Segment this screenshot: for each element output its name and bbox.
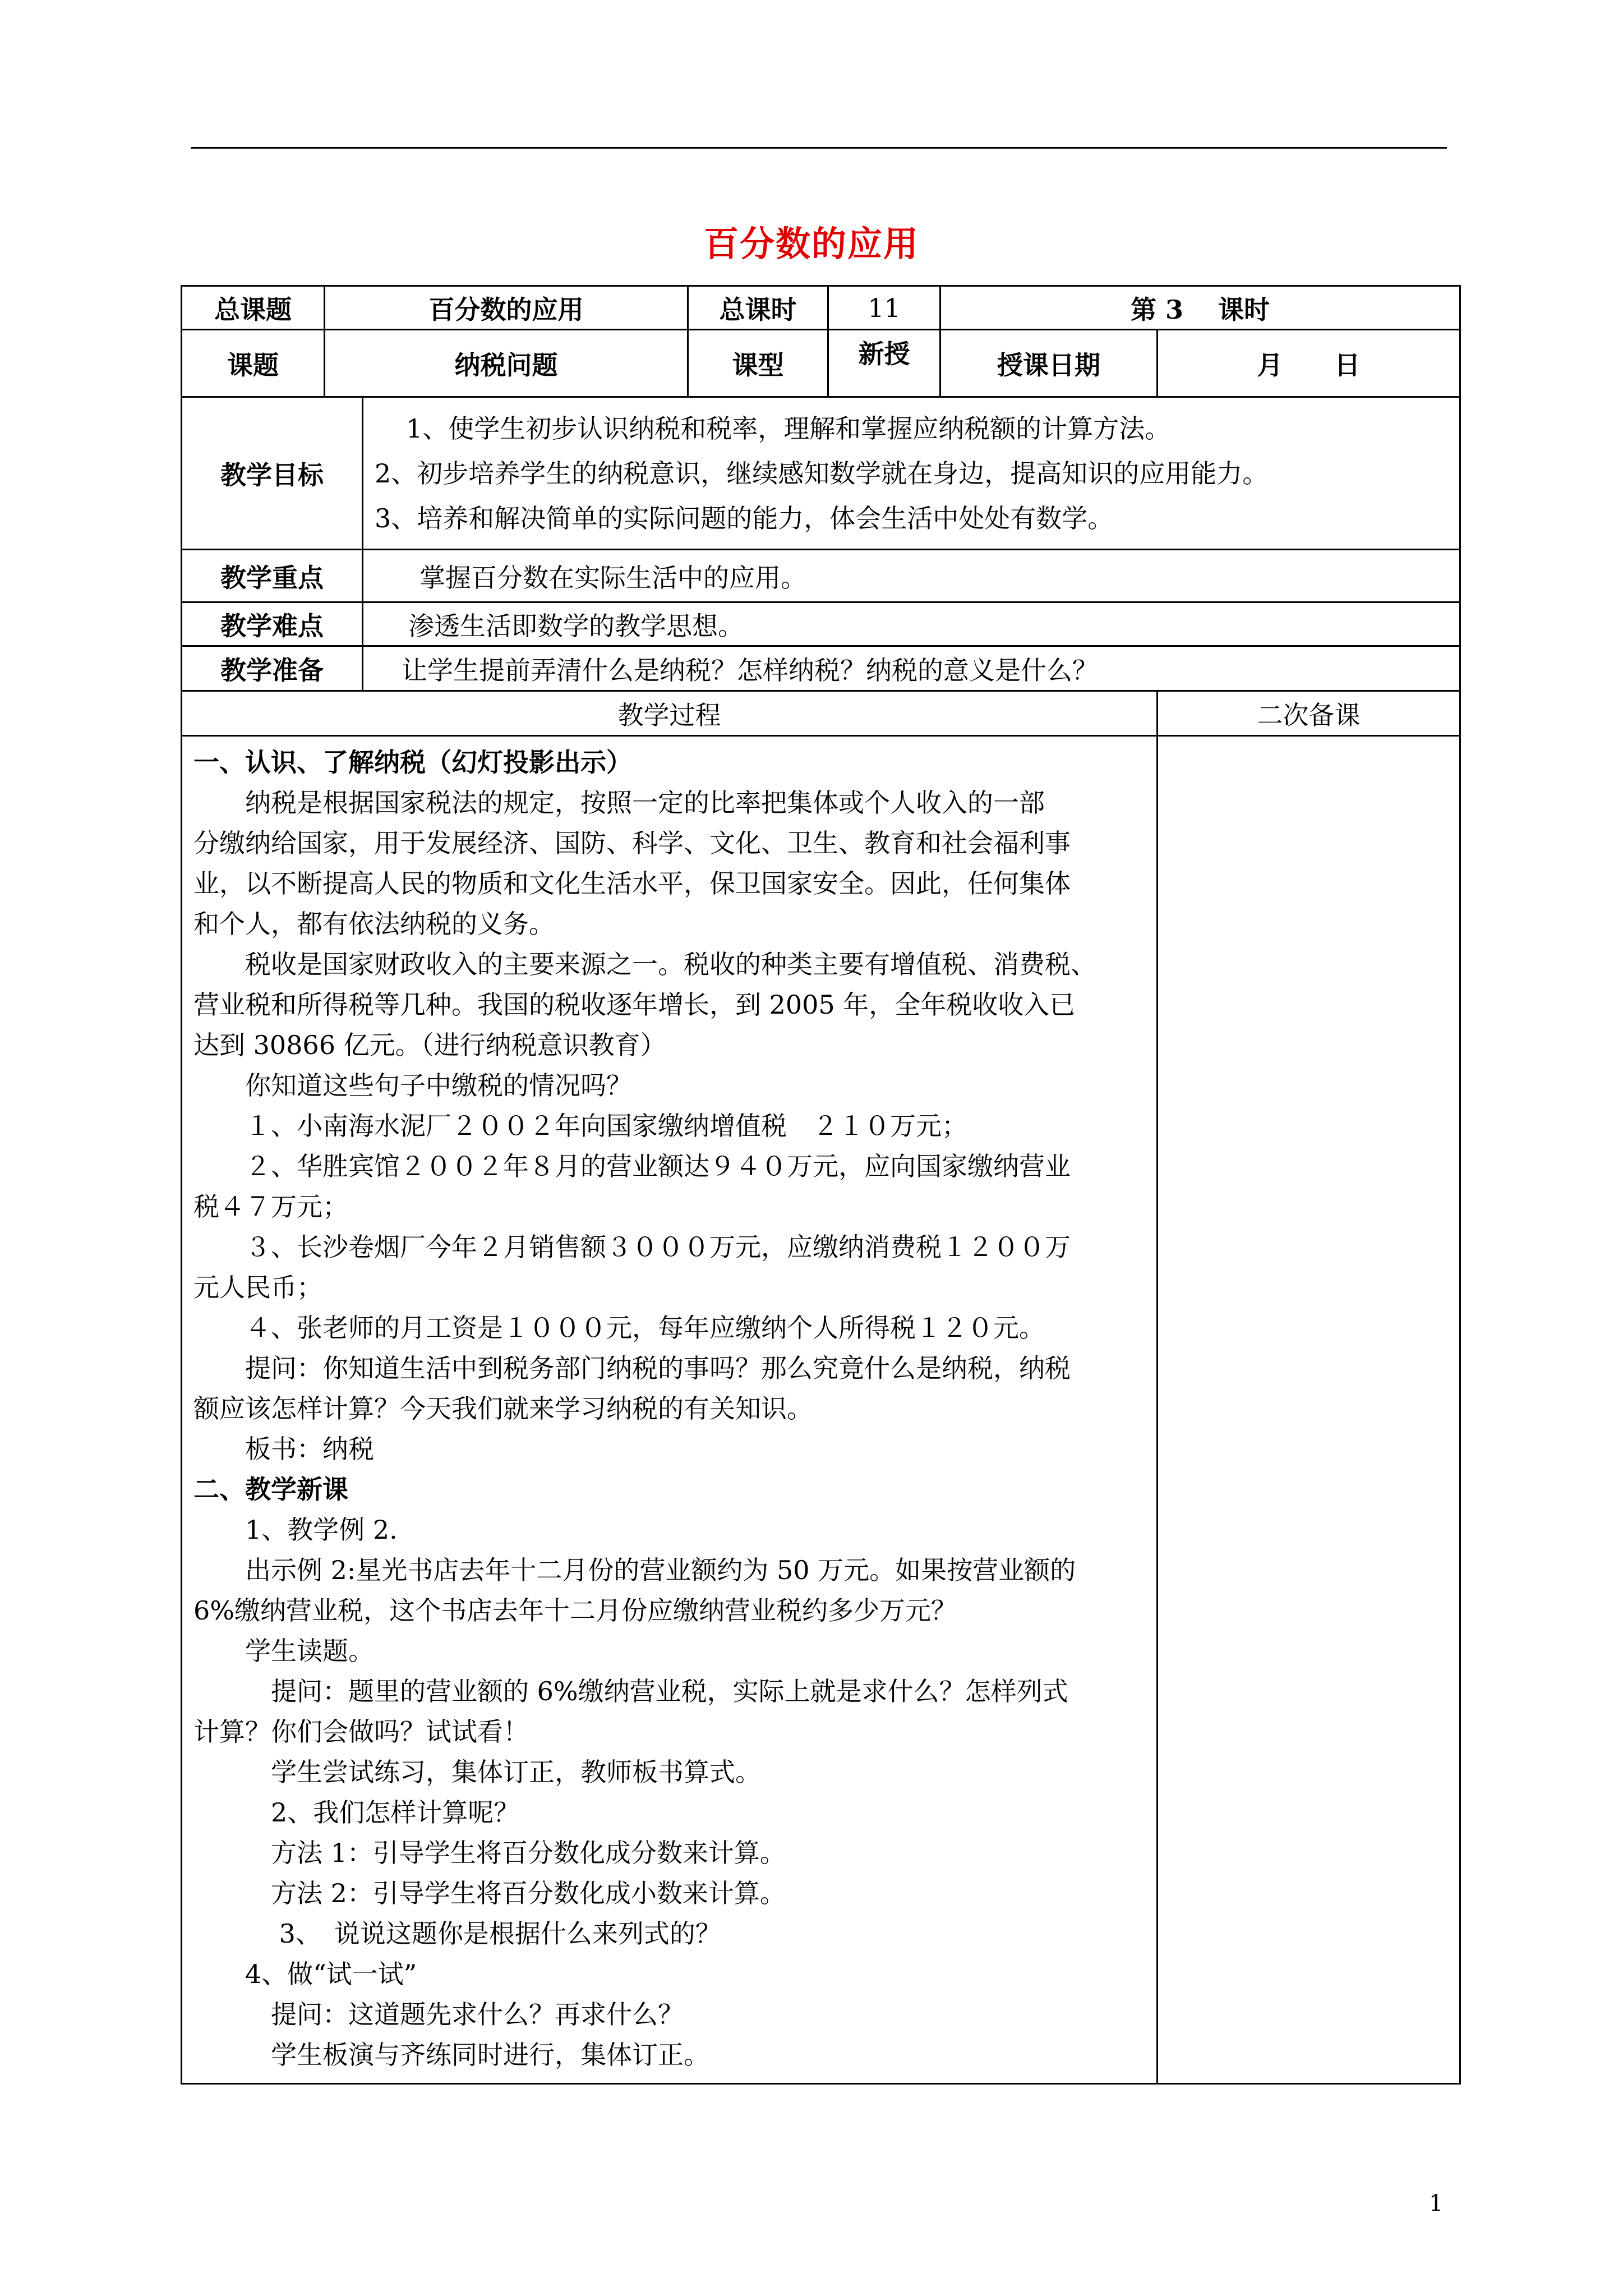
process-line: 和个人，都有依法纳税的义务。 bbox=[193, 909, 555, 939]
goals-cell bbox=[363, 397, 1460, 550]
goal-item-2: 2、初步培养学生的纳税意识，继续感知数学就在身边，提高知识的应用能力。 bbox=[375, 458, 1269, 489]
process-header-row bbox=[182, 691, 1460, 736]
process-line: 提问：你知道生活中到税务部门纳税的事吗？那么究竟什么是纳税，纳税 bbox=[193, 1353, 1071, 1383]
label-lesson: 课题 bbox=[182, 330, 325, 397]
revision-body bbox=[1158, 736, 1460, 2084]
lesson-plan-table bbox=[181, 285, 1461, 2085]
process-line: 提问：这道题先求什么？再求什么？ bbox=[193, 1999, 684, 2030]
label-goals: 教学目标 bbox=[182, 397, 363, 550]
process-header: 教学过程 bbox=[182, 691, 1158, 736]
key-point-row bbox=[182, 550, 1460, 602]
process-line: 方法 2：引导学生将百分数化成小数来计算。 bbox=[193, 1878, 786, 1908]
label-type: 课型 bbox=[688, 330, 828, 397]
goal-item-3: 3、培养和解决简单的实际问题的能力，体会生活中处处有数学。 bbox=[375, 503, 1114, 533]
topic-value: 百分数的应用 bbox=[325, 286, 688, 330]
process-line: 计算？你们会做吗？试试看！ bbox=[193, 1717, 529, 1747]
process-line: 学生读题。 bbox=[193, 1636, 374, 1666]
process-line: 1、教学例 2. bbox=[193, 1515, 398, 1545]
date-value: 月 日 bbox=[1158, 330, 1460, 397]
process-line: 额应该怎样计算？今天我们就来学习纳税的有关知识。 bbox=[193, 1393, 813, 1424]
process-line: 你知道这些句子中缴税的情况吗？ bbox=[193, 1070, 632, 1101]
process-line: 出示例 2:星光书店去年十二月份的营业额约为 50 万元。如果按营业额的 bbox=[193, 1555, 1076, 1585]
total-hours-value: 11 bbox=[828, 286, 940, 330]
goals-row bbox=[182, 397, 1460, 550]
header-row-2 bbox=[182, 330, 1460, 397]
label-date: 授课日期 bbox=[940, 330, 1158, 397]
preparation-text: 让学生提前弄清什么是纳税？怎样纳税？纳税的意义是什么？ bbox=[363, 646, 1460, 691]
process-line: ４、张老师的月工资是１０００元，每年应缴纳个人所得税１２０元。 bbox=[193, 1313, 1045, 1343]
process-line: 方法 1：引导学生将百分数化成分数来计算。 bbox=[193, 1838, 786, 1868]
process-line: 营业税和所得税等几种。我国的税收逐年增长，到 2005 年，全年税收收入已 bbox=[193, 990, 1076, 1020]
revision-header: 二次备课 bbox=[1158, 691, 1460, 736]
process-line: 学生板演与齐练同时进行，集体订正。 bbox=[193, 2040, 709, 2070]
process-line: 二、教学新课 bbox=[193, 1474, 348, 1504]
key-point-text: 掌握百分数在实际生活中的应用。 bbox=[363, 550, 1460, 602]
process-line: 元人民币； bbox=[193, 1272, 322, 1303]
process-line: 提问：题里的营业额的 6%缴纳营业税，实际上就是求什么？怎样列式 bbox=[193, 1676, 1068, 1706]
header-row-1 bbox=[182, 286, 1460, 330]
goal-item-1: 1、使学生初步认识纳税和税率，理解和掌握应纳税额的计算方法。 bbox=[406, 413, 1171, 444]
lesson-number: 第 3 课时 bbox=[940, 286, 1460, 330]
process-line: 一、认识、了解纳税（幻灯投影出示） bbox=[193, 747, 632, 777]
difficulty-text: 渗透生活即数学的教学思想。 bbox=[363, 602, 1460, 646]
process-row bbox=[182, 736, 1460, 2084]
process-lines bbox=[193, 742, 1143, 2075]
process-line: 分缴纳给国家，用于发展经济、国防、科学、文化、卫生、教育和社会福利事 bbox=[193, 828, 1071, 858]
process-line: １、小南海水泥厂２００２年向国家缴纳增值税 ２１０万元； bbox=[193, 1111, 967, 1141]
label-total-hours: 总课时 bbox=[688, 286, 828, 330]
type-value: 新授 bbox=[828, 330, 940, 397]
label-topic: 总课题 bbox=[182, 286, 325, 330]
difficulty-row bbox=[182, 602, 1460, 646]
process-line: 6%缴纳营业税，这个书店去年十二月份应缴纳营业税约多少万元？ bbox=[193, 1595, 957, 1626]
header-rule bbox=[191, 147, 1447, 149]
process-line: 达到 30866 亿元。（进行纳税意识教育） bbox=[193, 1030, 666, 1060]
process-line: 税４７万元； bbox=[193, 1191, 348, 1222]
process-line: 3、 说说这题你是根据什么来列式的？ bbox=[193, 1918, 721, 1949]
label-preparation: 教学准备 bbox=[182, 646, 363, 691]
process-line: 4、做“试一试” bbox=[193, 1959, 417, 1989]
process-line: 学生尝试练习，集体订正，教师板书算式。 bbox=[193, 1757, 761, 1787]
process-line: 2、我们怎样计算呢？ bbox=[193, 1797, 520, 1828]
process-line: ３、长沙卷烟厂今年２月销售额３０００万元，应缴纳消费税１２００万 bbox=[193, 1232, 1071, 1262]
label-key-point: 教学重点 bbox=[182, 550, 363, 602]
process-line: 板书：纳税 bbox=[193, 1434, 374, 1464]
process-line: ２、华胜宾馆２００２年８月的营业额达９４０万元，应向国家缴纳营业 bbox=[193, 1151, 1071, 1181]
process-line: 纳税是根据国家税法的规定，按照一定的比率把集体或个人收入的一部 bbox=[193, 788, 1045, 818]
process-body bbox=[182, 736, 1158, 2084]
page-number: 1 bbox=[1429, 2191, 1444, 2216]
preparation-row bbox=[182, 646, 1460, 691]
document-title: 百分数的应用 bbox=[703, 223, 919, 264]
lesson-value: 纳税问题 bbox=[325, 330, 688, 397]
process-line: 业，以不断提高人民的物质和文化生活水平，保卫国家安全。因此，任何集体 bbox=[193, 868, 1071, 899]
label-difficulty: 教学难点 bbox=[182, 602, 363, 646]
process-line: 税收是国家财政收入的主要来源之一。税收的种类主要有增值税、消费税、 bbox=[193, 949, 1096, 979]
